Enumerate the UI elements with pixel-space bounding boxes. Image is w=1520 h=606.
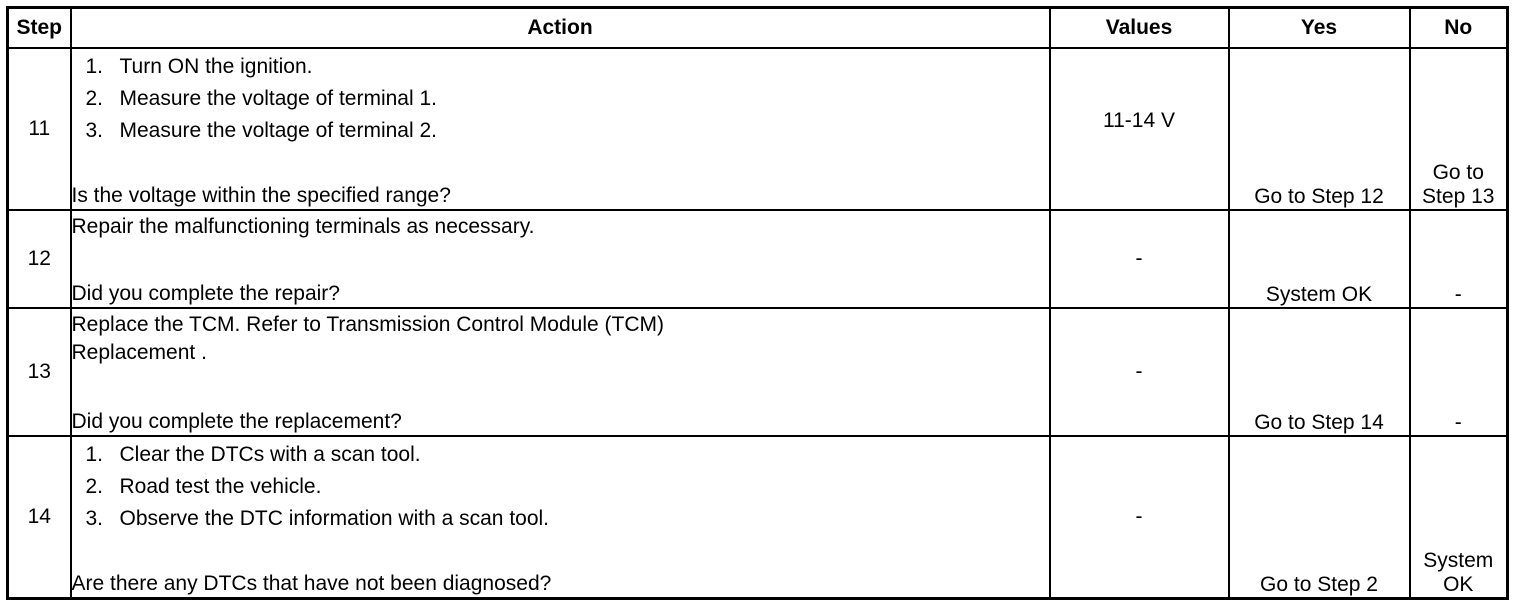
header-action: Action <box>71 8 1050 49</box>
step-number: 12 <box>8 210 71 307</box>
action-question: Is the voltage within the specified range? <box>71 184 451 208</box>
table-row <box>8 48 1508 210</box>
no-cell: System OK <box>1410 436 1508 598</box>
action-cell <box>71 436 1050 598</box>
action-cell <box>71 210 1050 307</box>
step-number: 13 <box>8 308 71 436</box>
values-cell: 11-14 V <box>1050 48 1229 210</box>
values-cell: - <box>1050 436 1229 598</box>
table-row <box>8 210 1508 307</box>
yes-cell: System OK <box>1229 210 1410 307</box>
header-yes: Yes <box>1229 8 1410 49</box>
no-cell: Go to Step 13 <box>1410 48 1508 210</box>
action-question: Are there any DTCs that have not been diagnosed? <box>71 572 552 595</box>
no-cell: - <box>1410 210 1508 307</box>
values-cell: - <box>1050 210 1229 307</box>
header-no: No <box>1410 8 1508 49</box>
list-item: 1. Turn ON the ignition. <box>85 55 313 78</box>
header-step: Step <box>8 8 71 49</box>
list-item: 2. Road test the vehicle. <box>85 475 322 499</box>
header-values: Values <box>1050 8 1229 49</box>
yes-cell: Go to Step 12 <box>1229 48 1410 210</box>
action-text: Replace the TCM. Refer to Transmission Control Module (TCM) Replacement . <box>71 312 664 364</box>
no-cell: - <box>1410 308 1508 436</box>
table-row <box>8 436 1508 598</box>
diagnostic-table <box>6 6 1509 600</box>
action-question: Did you complete the repair? <box>71 281 340 305</box>
list-item: 2. Measure the voltage of terminal 1. <box>85 87 438 110</box>
yes-cell: Go to Step 14 <box>1229 308 1410 436</box>
list-item: 3. Observe the DTC information with a scan tool. <box>85 507 550 531</box>
step-number: 11 <box>8 48 71 210</box>
list-item: 3. Measure the voltage of terminal 2. <box>85 119 438 142</box>
yes-cell: Go to Step 2 <box>1229 436 1410 598</box>
action-text: Repair the malfunctioning terminals as necessary. <box>71 215 535 239</box>
action-question: Did you complete the replacement? <box>71 410 402 434</box>
action-list <box>72 439 1049 535</box>
action-cell <box>71 48 1050 210</box>
action-list <box>72 51 1049 147</box>
header-row <box>8 8 1508 49</box>
values-cell: - <box>1050 308 1229 436</box>
step-number: 14 <box>8 436 71 598</box>
table-row <box>8 308 1508 436</box>
action-cell <box>71 308 1050 436</box>
list-item: 1. Clear the DTCs with a scan tool. <box>85 443 421 467</box>
